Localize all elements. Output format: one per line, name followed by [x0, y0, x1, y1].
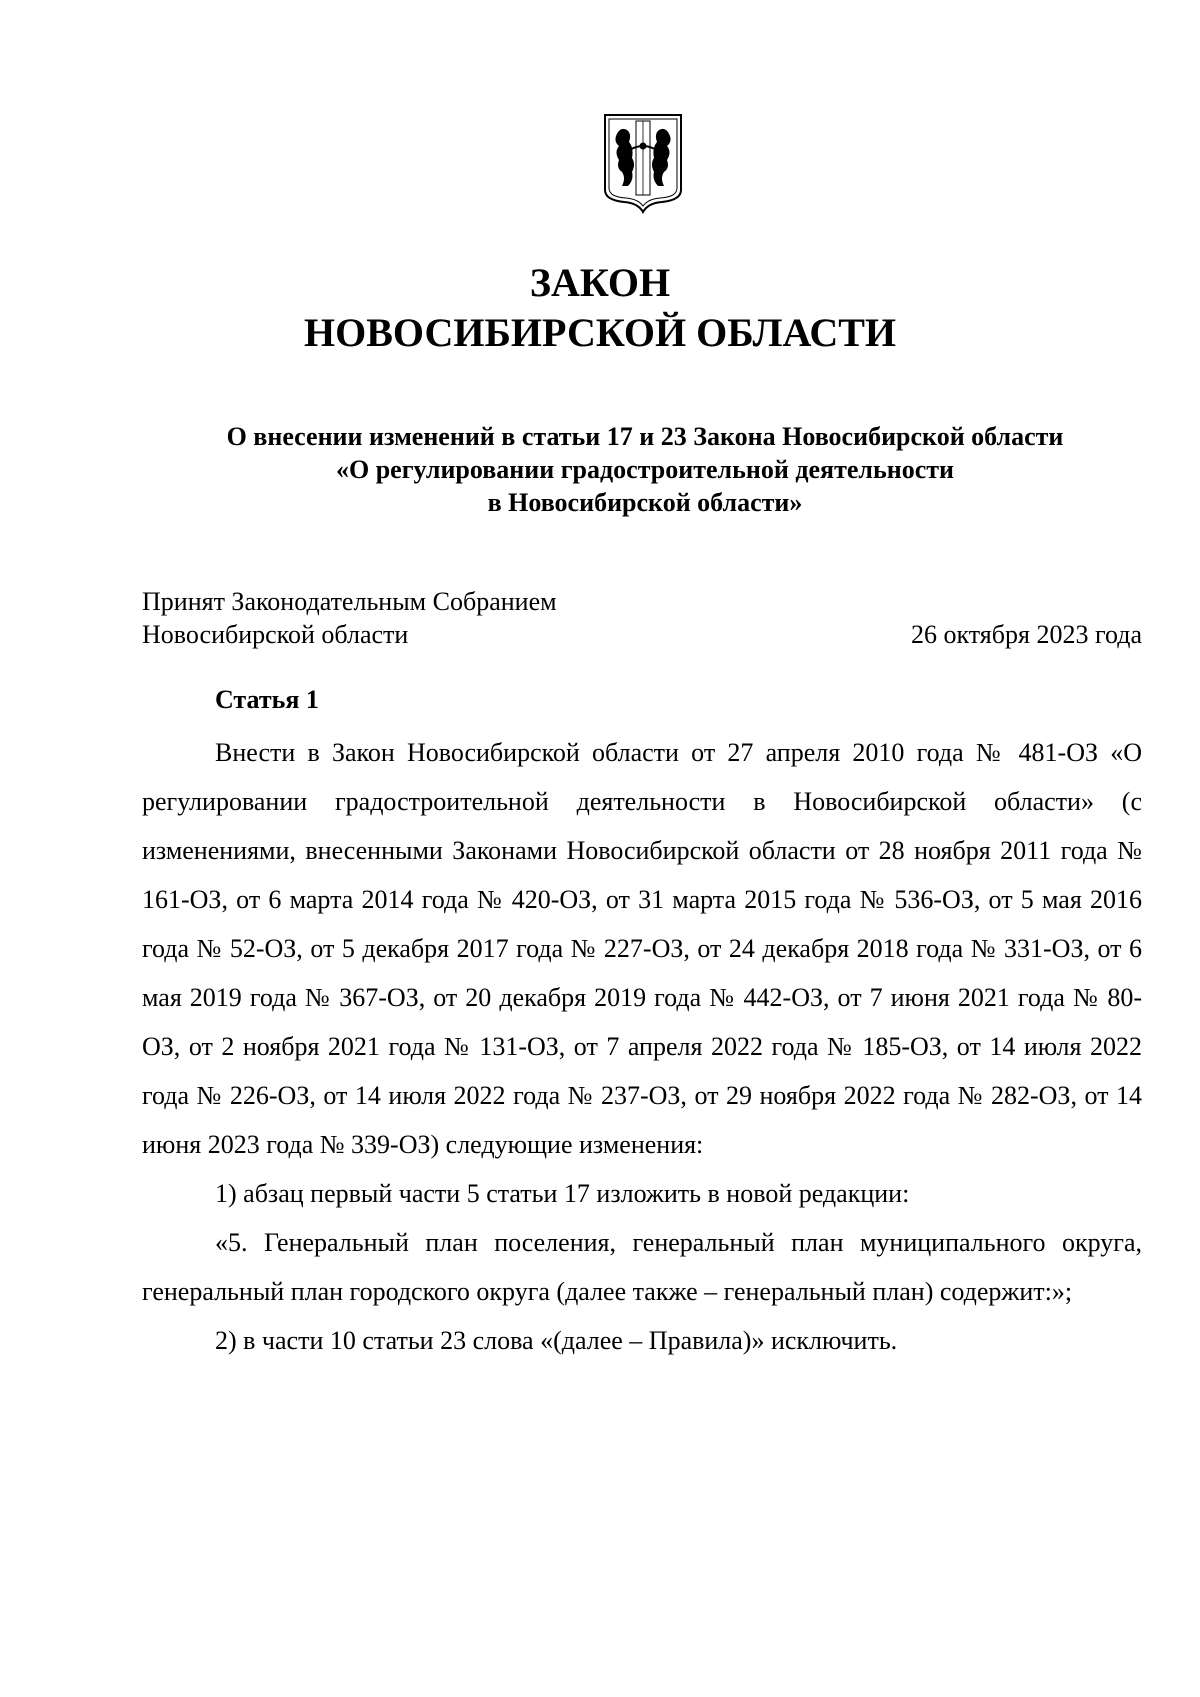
article-paragraph: Внести в Закон Новосибирской области от 27 апреля 2010 года № 481-ОЗ «О регулировании градостроительной деятельности в Новосибирской области» (с изменениями, внесенными Законами Новосибирской области от 28 ноября 2011 года № 161-ОЗ, от 6 марта 2014 года № 420-ОЗ, от 31 марта 2015 года № 536-ОЗ, от 5 мая 2016 года № 52-ОЗ, от 5 декабря 2017 года № 227-ОЗ, от 24 декабря 2018 года № 331-ОЗ, от 6 мая 2019 года № 367-ОЗ, от 20 декабря 2019 года № 442-ОЗ, от 7 июня 2021 года № 80-ОЗ, от 2 ноября 2021 года № 131-ОЗ, от 7 апреля 2022 года № 185-ОЗ, от 14 июля 2022 года № 226-ОЗ, от 14 июля 2022 года № 237-ОЗ, от 29 ноября 2022 года № 282-ОЗ, от 14 июня 2023 года № 339-ОЗ) следующие изменения: [142, 738, 1142, 1159]
law-subject-line3: в Новосибирской области» [487, 488, 803, 517]
law-title [0, 258, 1200, 358]
article-paragraph: «5. Генеральный план поселения, генеральный план муниципального округа, генеральный план городского округа (далее также – генеральный план) содержит:»; [142, 1228, 1142, 1306]
adoption-block [142, 585, 1142, 651]
law-title-line2: НОВОСИБИРСКОЙ ОБЛАСТИ [303, 310, 897, 355]
law-title-line1: ЗАКОН [529, 260, 671, 305]
law-subject-line2: «О регулировании градостроительной деятельности [335, 455, 955, 484]
law-subject-line1: О внесении изменений в статьи 17 и 23 Закона Новосибирской области [226, 422, 1064, 451]
shield-icon [602, 112, 684, 214]
law-subject [0, 420, 1200, 519]
article-body [142, 728, 1142, 1365]
adopted-by-line1: Принят Законодательным Собранием [142, 587, 557, 616]
article-heading: Статья 1 [215, 685, 319, 714]
adopted-by-line2: Новосибирской области [142, 620, 409, 649]
coat-of-arms-emblem [602, 112, 684, 214]
adoption-date: 26 октября 2023 года [911, 620, 1142, 649]
article-paragraph: 1) абзац первый части 5 статьи 17 изложить в новой редакции: [215, 1179, 910, 1208]
article-paragraph: 2) в части 10 статьи 23 слова «(далее – Правила)» исключить. [215, 1326, 898, 1355]
